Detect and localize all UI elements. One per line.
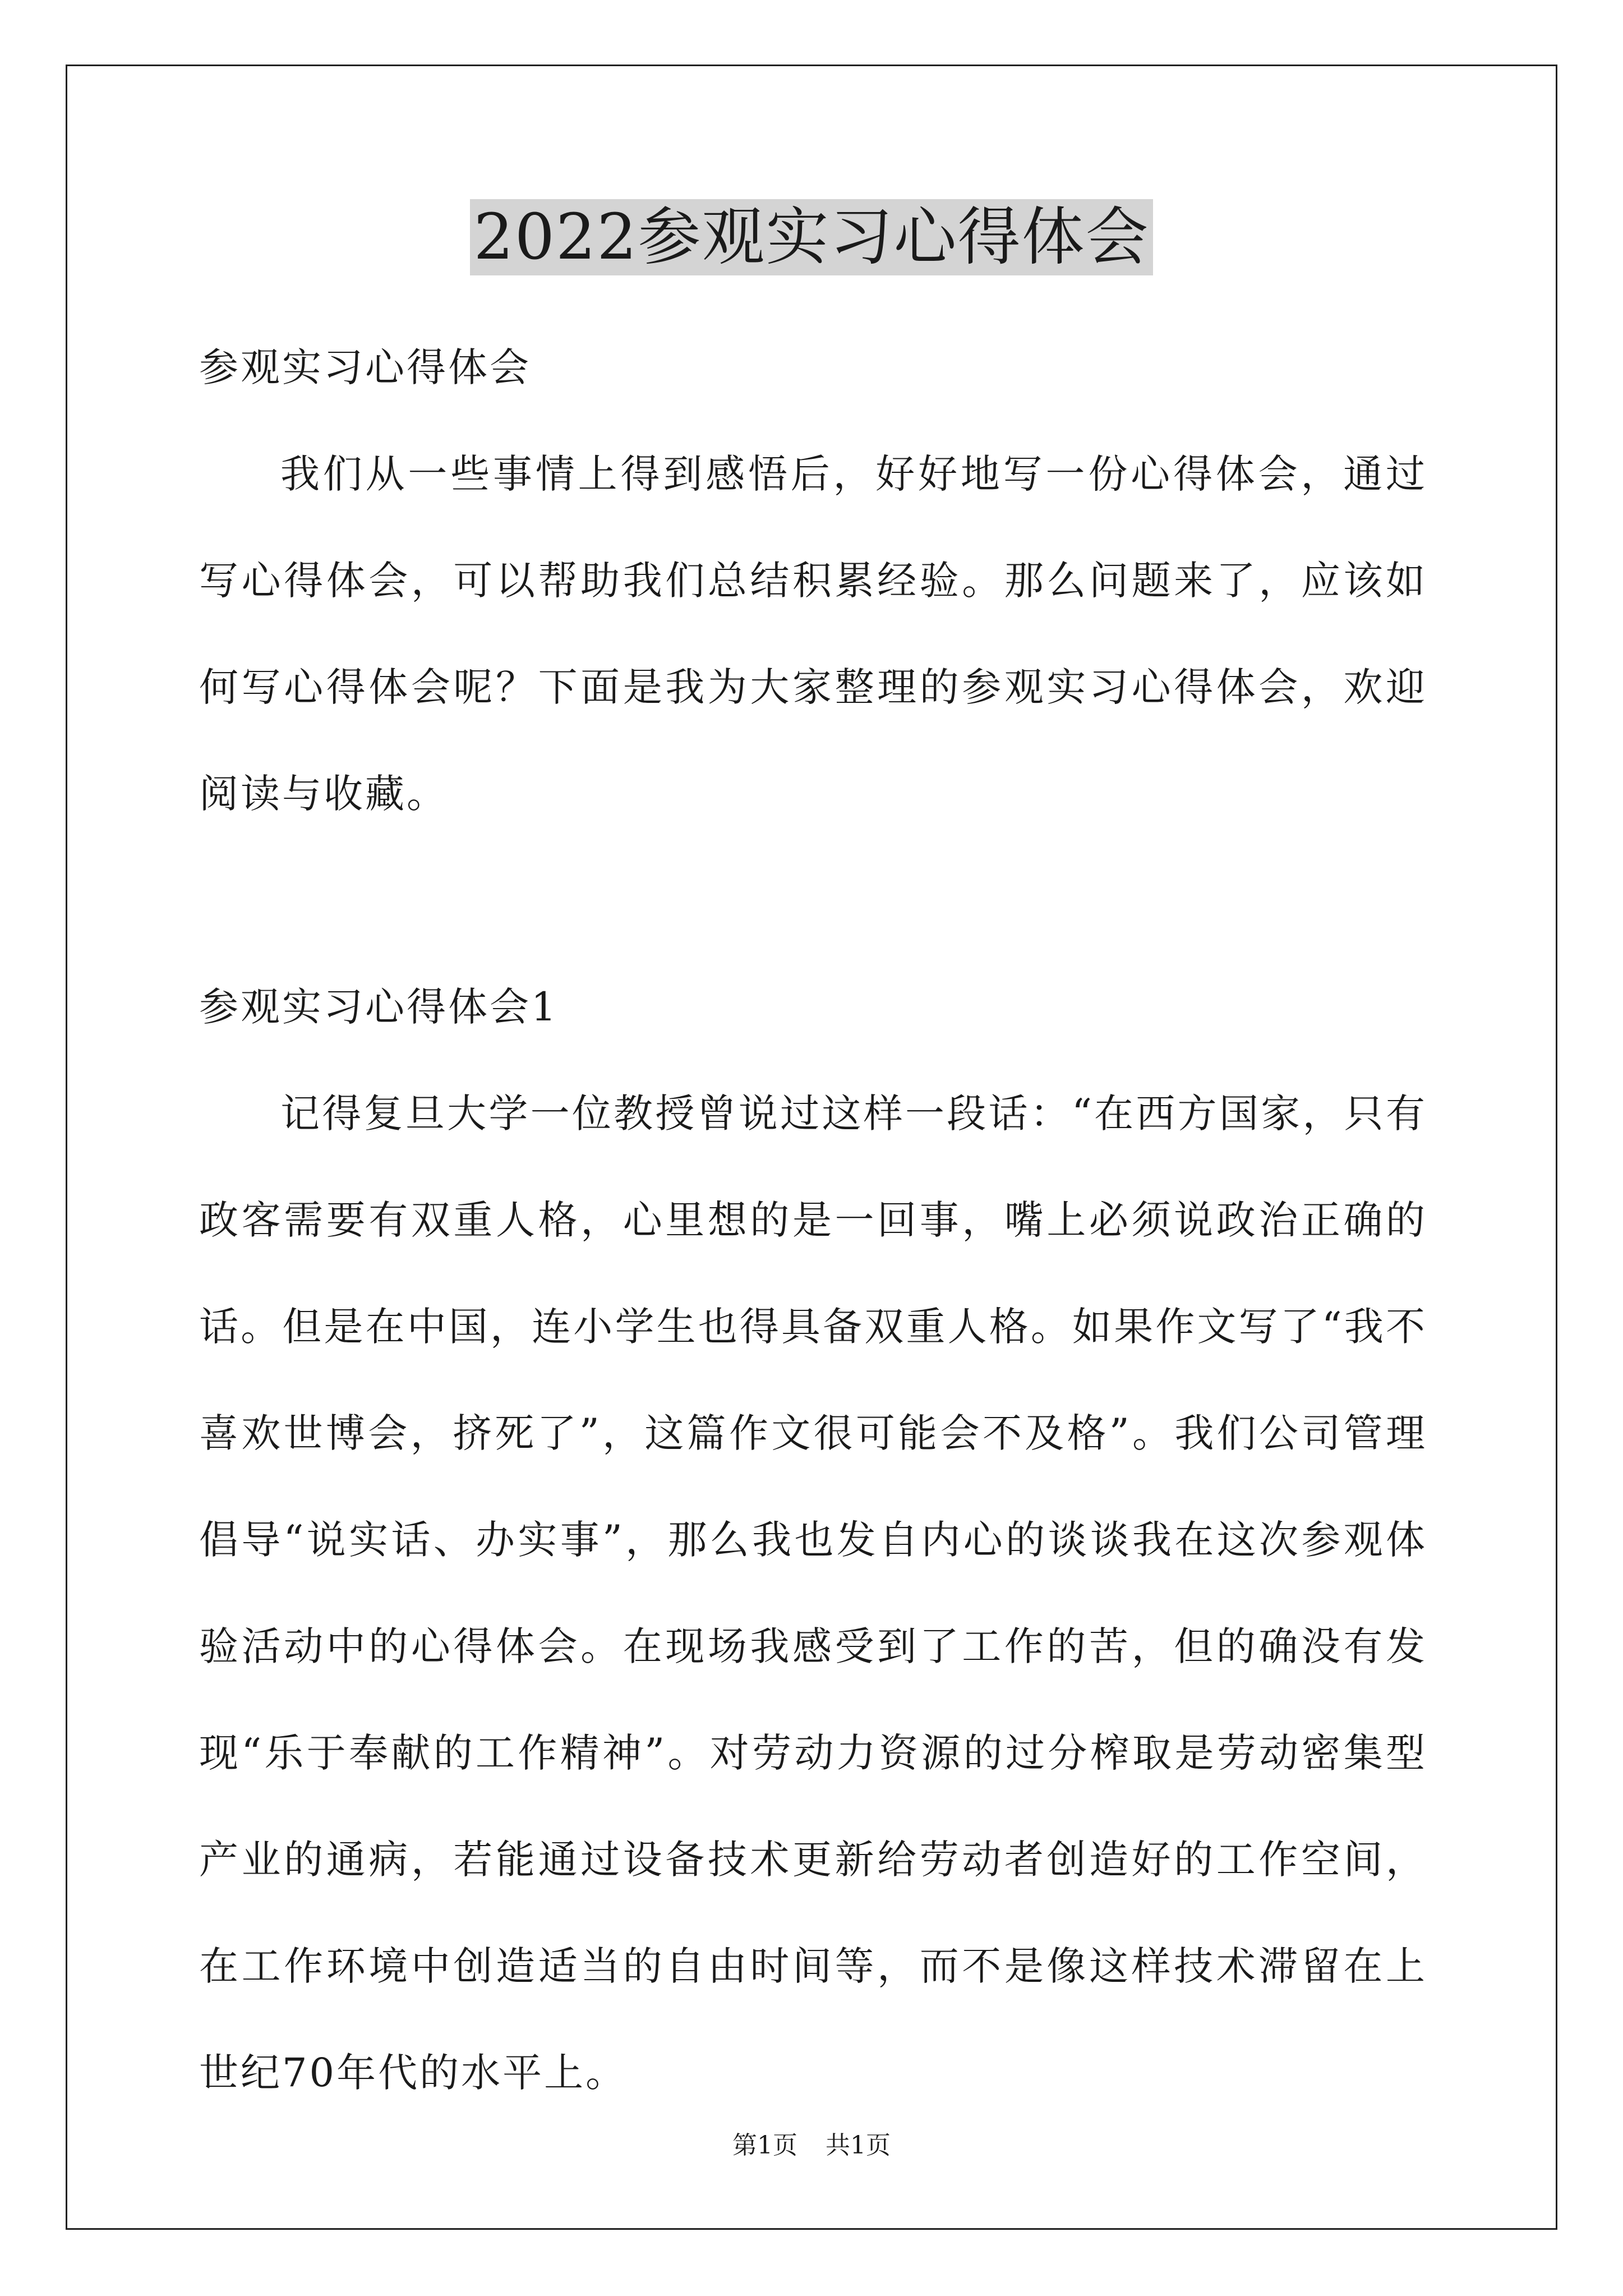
intro-paragraph: 我们从一些事情上得到感悟后，好好地写一份心得体会，通过写心得体会，可以帮助我们总结积累经验。那么问题来了，应该如何写心得体会呢？下面是我为大家整理的参观实习心得体会，欢迎阅读与收藏。 — [199, 451, 1427, 817]
page-number: 第1页 — [732, 2131, 797, 2160]
document-title: 2022参观实习心得体会 — [470, 199, 1152, 275]
page-footer — [0, 2129, 1623, 2162]
title-container — [0, 199, 1623, 275]
section-heading-1: 参观实习心得体会1 — [199, 984, 559, 1030]
section-1-paragraph: 记得复旦大学一位教授曾说过这样一段话：“在西方国家，只有政客需要有双重人格，心里想的是一回事，嘴上必须说政治正确的话。但是在中国，连小学生也得具备双重人格。如果作文写了“我不喜欢世博会，挤死了”，这篇作文很可能会不及格”。我们公司管理倡导“说实话、办实事”，那么我也发自内心的谈谈我在这次参观体验活动中的心得体会。在现场我感受到了工作的苦，但的确没有发现“乐于奉献的工作精神”。对劳动力资源的过分榨取是劳动密集型产业的通病，若能通过设备技术更新给劳动者创造好的工作空间，在工作环境中创造适当的自由时间等，而不是像这样技术滞留在上世纪70年代的水平上。 — [199, 1091, 1427, 2096]
page-total: 共1页 — [826, 2131, 891, 2160]
section-heading-main: 参观实习心得体会 — [199, 344, 531, 390]
section-spacer — [199, 847, 1427, 954]
document-body — [199, 314, 1427, 2126]
